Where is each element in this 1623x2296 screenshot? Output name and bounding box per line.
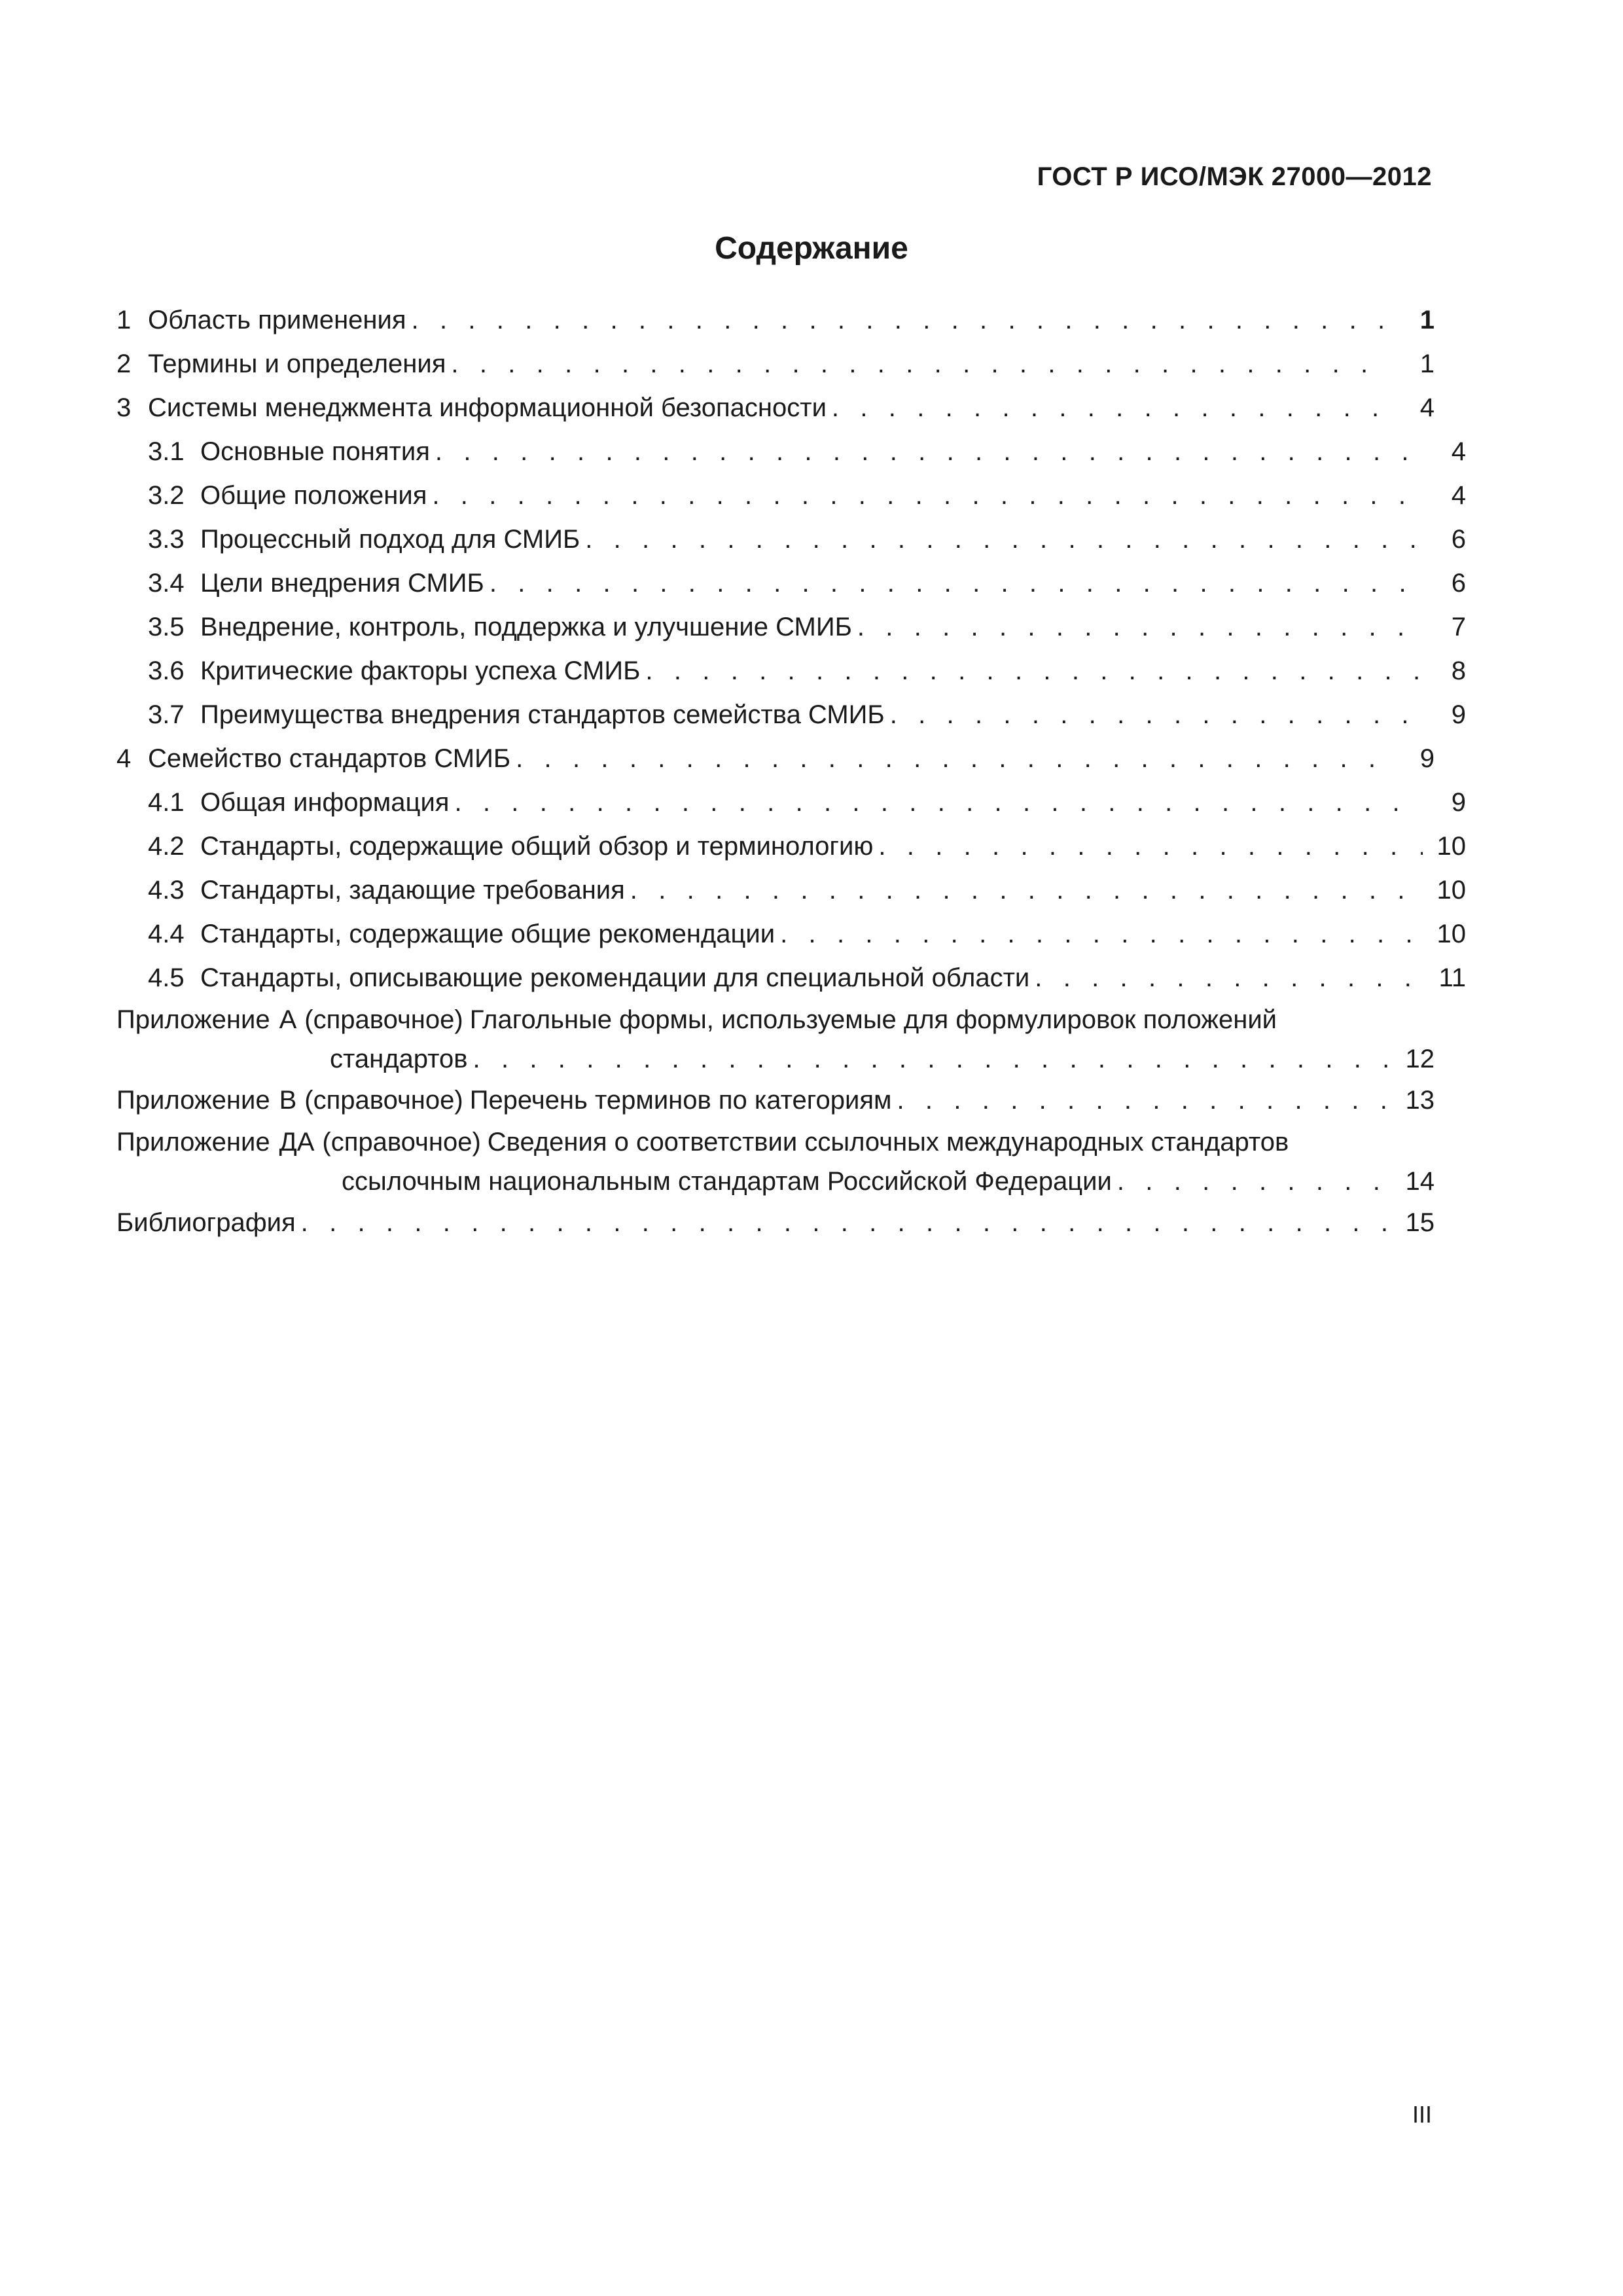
toc-subentry[interactable] [116, 825, 1466, 869]
toc-subentry[interactable] [116, 649, 1466, 693]
toc-subentry[interactable] [116, 518, 1466, 562]
table-of-contents [116, 298, 1466, 1245]
appendix-letter: А [279, 1005, 297, 1034]
toc-subentry[interactable] [116, 562, 1466, 605]
dot-leader [454, 781, 1423, 825]
appendix-letter: В [279, 1086, 297, 1115]
toc-entry-page: 7 [1451, 613, 1466, 641]
appendix-prefix: Приложение [116, 1086, 270, 1115]
toc-entry-number: 3.7 [148, 700, 185, 729]
toc-entry-page: 9 [1419, 744, 1435, 773]
appendix-prefix: Приложение [116, 1128, 270, 1157]
toc-entry-page: 13 [1405, 1086, 1435, 1115]
toc-entry-number: 3.2 [148, 481, 185, 510]
toc-entry-number: 4 [116, 744, 132, 773]
toc-entry-label: Внедрение, контроль, поддержка и улучшение СМИБ [200, 613, 852, 641]
toc-entry-label: Преимущества внедрения стандартов семейства СМИБ [200, 700, 885, 729]
toc-entry-number: 4.5 [148, 963, 185, 992]
page-title: Содержание [715, 231, 908, 266]
dot-leader [435, 430, 1423, 474]
toc-entry-page: 6 [1451, 569, 1466, 598]
toc-entry-number: 3.4 [148, 569, 185, 598]
toc-subentry[interactable] [116, 956, 1466, 1000]
toc-entry-number: 3.1 [148, 437, 185, 466]
toc-entry-number: 4.3 [148, 876, 185, 905]
appendix-kind: (справочное) [322, 1128, 481, 1157]
appendix-kind: (справочное) [304, 1005, 463, 1034]
toc-entry-label: Область применения [148, 306, 406, 334]
toc-entry-page: 6 [1451, 525, 1466, 554]
appendix-title: Перечень терминов по категориям [469, 1086, 892, 1115]
toc-entry-number: 4.2 [148, 832, 185, 861]
toc-subentry[interactable] [116, 869, 1466, 912]
toc-entry-page: 11 [1438, 963, 1466, 992]
toc-entry[interactable] [116, 386, 1435, 430]
toc-entry-page: 1 [1419, 306, 1435, 334]
dot-leader [1035, 956, 1423, 1000]
toc-entry-number: 3.3 [148, 525, 185, 554]
toc-entry-label: Системы менеджмента информационной безопасности [148, 393, 827, 422]
toc-entry-label: Стандарты, содержащие общий обзор и терминологию [200, 832, 874, 861]
appendix-title: Глагольные формы, используемые для формулировок положений [469, 1005, 1277, 1034]
toc-entry-number: 4.4 [148, 920, 185, 948]
appendix-title-continued: ссылочным национальным стандартам Российской Федерации [342, 1167, 1112, 1196]
toc-entry-page: 12 [1405, 1045, 1435, 1073]
toc-entry-page: 1 [1419, 350, 1435, 378]
toc-subentry[interactable] [116, 474, 1466, 518]
toc-entry-page: 4 [1451, 481, 1466, 510]
document-header-code: ГОСТ Р ИСО/МЭК 27000—2012 [1037, 162, 1432, 191]
dot-leader [412, 298, 1391, 342]
toc-subentry[interactable] [116, 430, 1466, 474]
dot-leader [432, 474, 1423, 518]
toc-entry-label: Цели внедрения СМИБ [200, 569, 484, 598]
toc-entry-label: Процессный подход для СМИБ [200, 525, 580, 554]
toc-entry-label: Критические факторы успеха СМИБ [200, 656, 641, 685]
toc-entry-number: 3.5 [148, 613, 185, 641]
toc-entry-number: 4.1 [148, 788, 185, 817]
dot-leader [516, 737, 1391, 781]
toc-subentry[interactable] [116, 912, 1466, 956]
dot-leader [857, 605, 1423, 649]
toc-subentry[interactable] [116, 781, 1466, 825]
dot-leader [1117, 1162, 1391, 1201]
toc-entry-page: 4 [1451, 437, 1466, 466]
toc-entry-label: Стандарты, задающие требования [200, 876, 625, 905]
toc-bibliography[interactable] [116, 1201, 1435, 1245]
toc-appendix-a[interactable] [116, 1000, 1435, 1079]
toc-appendix-da[interactable] [116, 1122, 1435, 1201]
toc-entry-label: Общие положения [200, 481, 427, 510]
toc-entry-label: Стандарты, описывающие рекомендации для специальной области [200, 963, 1030, 992]
toc-entry-page: 14 [1405, 1167, 1435, 1196]
dot-leader [832, 386, 1391, 430]
toc-entry-label: Семейство стандартов СМИБ [148, 744, 511, 773]
toc-entry-label: Термины и определения [148, 350, 446, 378]
toc-entry-number: 1 [116, 306, 132, 334]
dot-leader [301, 1201, 1391, 1245]
appendix-title: Сведения о соответствии ссылочных международных стандартов [487, 1128, 1289, 1157]
appendix-kind: (справочное) [304, 1086, 463, 1115]
dot-leader [585, 518, 1423, 562]
appendix-letter: ДА [279, 1128, 315, 1157]
toc-entry-number: 3.6 [148, 656, 185, 685]
toc-entry-label: Стандарты, содержащие общие рекомендации [200, 920, 776, 948]
toc-entry[interactable] [116, 737, 1435, 781]
toc-entry-label: Общая информация [200, 788, 450, 817]
toc-entry[interactable] [116, 342, 1435, 386]
toc-subentry[interactable] [116, 605, 1466, 649]
toc-entry[interactable] [116, 298, 1435, 342]
toc-entry-page: 10 [1436, 832, 1466, 861]
dot-leader [630, 869, 1423, 912]
toc-entry-page: 9 [1451, 700, 1466, 729]
toc-entry-page: 8 [1451, 656, 1466, 685]
toc-entry-page: 4 [1419, 393, 1435, 422]
toc-entry-page: 15 [1405, 1208, 1435, 1237]
toc-entry-label: Основные понятия [200, 437, 430, 466]
dot-leader [878, 825, 1423, 869]
appendix-title-continued: стандартов [330, 1045, 468, 1073]
dot-leader [451, 342, 1391, 386]
toc-entry-number: 2 [116, 350, 132, 378]
toc-entry-page: 10 [1436, 920, 1466, 948]
dot-leader [473, 1039, 1391, 1079]
toc-entry-page: 9 [1451, 788, 1466, 817]
dot-leader [490, 562, 1423, 605]
dot-leader [890, 693, 1423, 737]
dot-leader [780, 912, 1423, 956]
toc-appendix-b[interactable] [116, 1079, 1435, 1122]
toc-entry-page: 10 [1436, 876, 1466, 905]
toc-subentry[interactable] [116, 693, 1466, 737]
dot-leader [645, 649, 1423, 693]
toc-entry-number: 3 [116, 393, 132, 422]
page-number: III [1412, 2101, 1432, 2128]
bibliography-label: Библиография [116, 1208, 296, 1237]
dot-leader [897, 1079, 1391, 1122]
appendix-prefix: Приложение [116, 1005, 270, 1034]
